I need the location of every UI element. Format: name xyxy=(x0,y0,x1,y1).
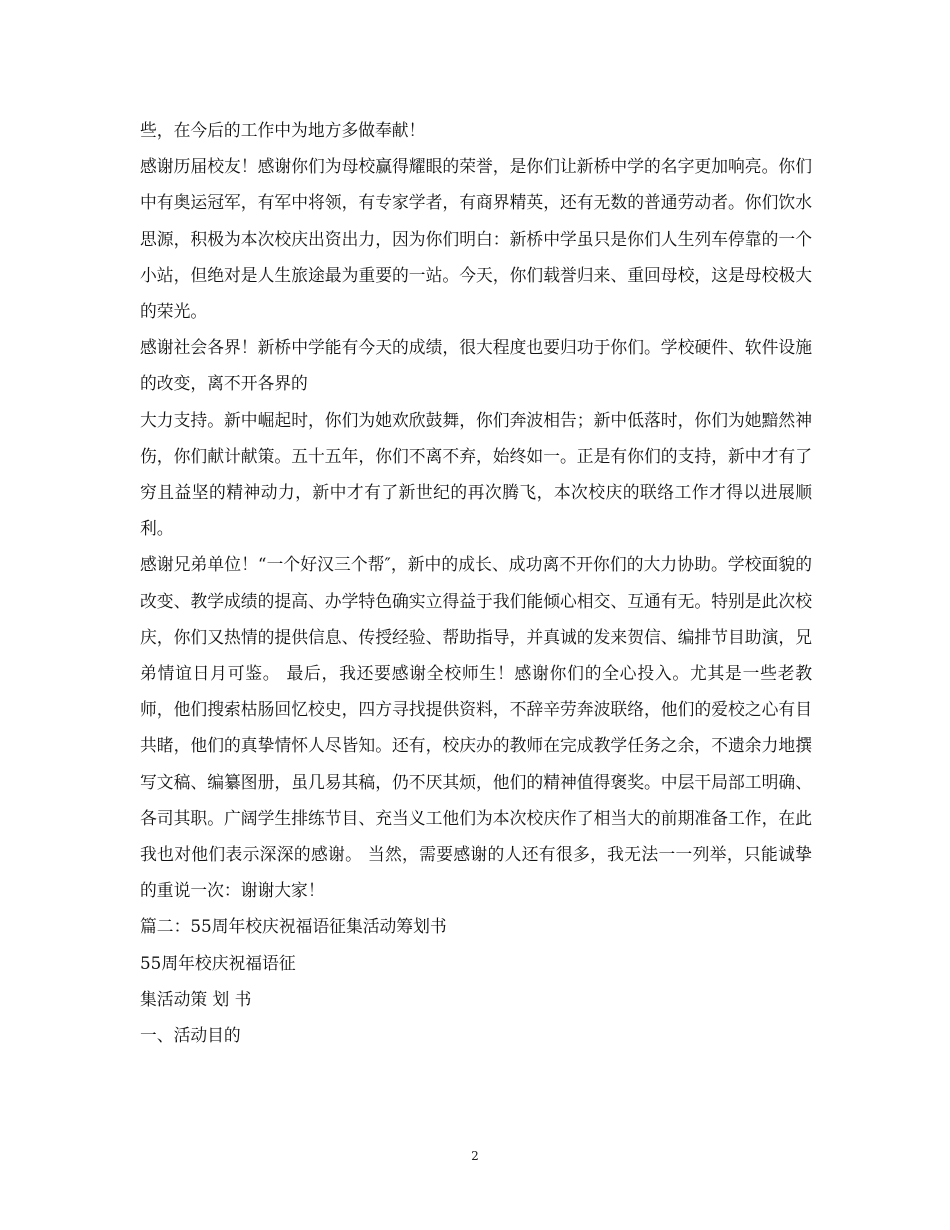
plan-title-line-2: 集活动策 划 书 xyxy=(140,988,252,1009)
subsection-heading: 一、活动目的 xyxy=(140,1025,241,1046)
paragraph-partner-thanks: 感谢兄弟单位！“一个好汉三个帮″，新中的成长、成功离不开你们的大力协助。学校面貌的改变、教学成绩的提高、办学特色确实立得益于我们能倾心相交、互通有无。特别是此次校庆，你们又热情的提供信息、传授经验、帮助指导，并真诚的发来贺信、编排节目助演，兄弟情谊日月可鉴。 最后，我还要感谢全校师生！感谢你们的全心投入。尤其是一些老教师，他们搜索枯肠回忆校史，四方寻找提供资料，不辞辛劳奔波联络，他们的爱校之心有目共睹，他们的真挚情怀人尽皆知。还有，校庆办的教师在完成教学任务之余，不遗余力地撰写文稿、编纂图册，虽几易其稿，仍不厌其烦，他们的精神值得褒奖。中层干局部工明确、各司其职。广阔学生排练节目、充当义工他们为本次校庆作了相当大的前期准备工作，在此我也对他们表示深深的感谢。 当然，需要感谢的人还有很多，我无法一一列举，只能诚挚的重说一次：谢谢大家！ xyxy=(140,554,812,901)
paragraph-support: 大力支持。新中崛起时，你们为她欢欣鼓舞，你们奔波相告；新中低落时，你们为她黯然神伤，你们献计献策。五十五年，你们不离不弃，始终如一。正是有你们的支持，新中才有了穷且益坚的精神动力，新中才有了新世纪的再次腾飞，本次校庆的联络工作才得以进展顺利。 xyxy=(140,409,812,539)
paragraph-alumni-thanks: 感谢历届校友！感谢你们为母校赢得耀眼的荣誉，是你们让新桥中学的名字更加响亮。你们中有奥运冠军，有军中将领，有专家学者，有商界精英，还有无数的普通劳动者。你们饮水思源，积极为本次校庆出资出力，因为你们明白：新桥中学虽只是你们人生列车停靠的一个小站，但绝对是人生旅途最为重要的一站。今天，你们载誉归来、重回母校，这是母校极大的荣光。 xyxy=(140,156,812,322)
page-number: 2 xyxy=(471,1149,479,1163)
paragraph-society-thanks: 感谢社会各界！新桥中学能有今天的成绩，很大程度也要归功于你们。学校硬件、软件设施的改变，离不开各界的 xyxy=(140,337,812,394)
document-body xyxy=(140,112,812,1053)
section-heading: 篇二：55周年校庆祝福语征集活动筹划书 xyxy=(140,916,447,937)
paragraph-1: 些，在今后的工作中为地方多做奉献！ xyxy=(140,120,426,140)
plan-title-line-1: 55周年校庆祝福语征 xyxy=(140,952,296,973)
